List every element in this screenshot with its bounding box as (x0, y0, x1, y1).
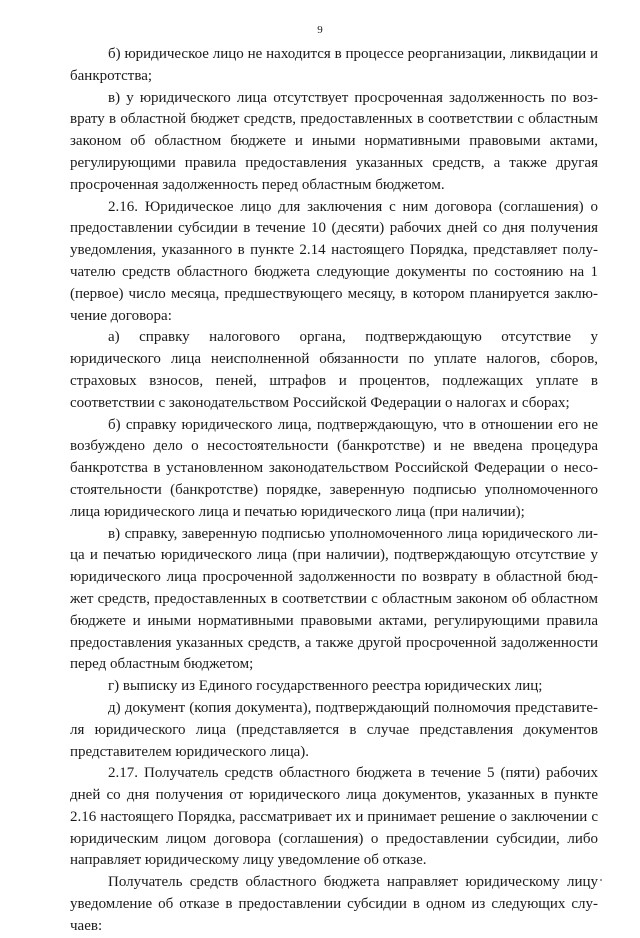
paragraph-v-debt-certificate: в) справку, заверенную подписью уполномоченного лица юридического лица и печатью юридического лица (при наличии), подтверждающую отсутствие у юридического лица просроченной задолженности по возврату в областной бюджет средств, предоставленных в соответствии с областным законом об областном бюджете и иными нормативными правовыми актами, регулирующими правила предоставления указанных средств, а также другой просроченной задолженности перед областным бюджетом; (70, 525, 598, 673)
paragraph-2-16: 2.16. Юридическое лицо для заключения с ним договора (соглашения) о предоставлении субсидии в течение 10 (десяти) рабочих дней со дня получения уведомления, указанного в пункте 2.14 настоящего Порядка, представляет получателю средств областного бюджета следующие документы по состоянию на 1 (первое) число месяца, предшествующего месяцу, в котором планируется заключение договора: (70, 198, 598, 324)
page-number: 9 (317, 24, 323, 36)
paragraph-v-no-overdue-debt: в) у юридического лица отсутствует просроченная задолженность по возврату в областной бюджет средств, предоставленных в соответствии с областным законом об областном бюджете и иными нормативными правовыми актами, регулирующими правила предоставления указанных средств, а также другая просроченная задолженность перед областным бюджетом. (70, 89, 598, 193)
document-body (70, 44, 598, 938)
paragraph-refusal-notice: Получатель средств областного бюджета направляет юридическому лицу уведомление об отказе в предоставлении субсидии в одном из следующих случаев: (70, 874, 598, 934)
scan-speck (600, 879, 602, 881)
paragraph-g-registry-extract: г) выписку из Единого государственного реестра юридических лиц; (108, 678, 543, 695)
paragraph-b-bankruptcy-certificate: б) справку юридического лица, подтверждающую, что в отношении его не возбуждено дело о несостоятельности (банкротстве) и не введена процедура банкротства в установленном законодательством Российской Федерации о несостоятельности (банкротстве) порядке, заверенную подписью уполномоченного лица юридического лица и печатью юридического лица (при наличии); (70, 416, 598, 520)
paragraph-a-tax-certificate: а) справку налогового органа, подтверждающую отсутствие у юридического лица неисполненной обязанности по уплате налогов, сборов, страховых взносов, пеней, штрафов и процентов, подлежащих уплате в соответствии с законодательством Российской Федерации о налогах и сборах; (70, 329, 598, 411)
paragraph-2-17: 2.17. Получатель средств областного бюджета в течение 5 (пяти) рабочих дней со дня получения от юридического лица документов, указанных в пункте 2.16 настоящего Порядка, рассматривает их и принимает решение о заключении с юридическим лицом договора (соглашения) о предоставлении субсидии, либо направляет юридическому лицу уведомление об отказе. (70, 765, 598, 869)
paragraph-b-not-in-bankruptcy: б) юридическое лицо не находится в процессе реорганизации, ликвидации и банкротства; (70, 46, 598, 84)
paragraph-d-authority-document: д) документ (копия документа), подтверждающий полномочия представителя юридического лица (представляется в случае представления документов представителем юридического лица). (70, 699, 598, 760)
